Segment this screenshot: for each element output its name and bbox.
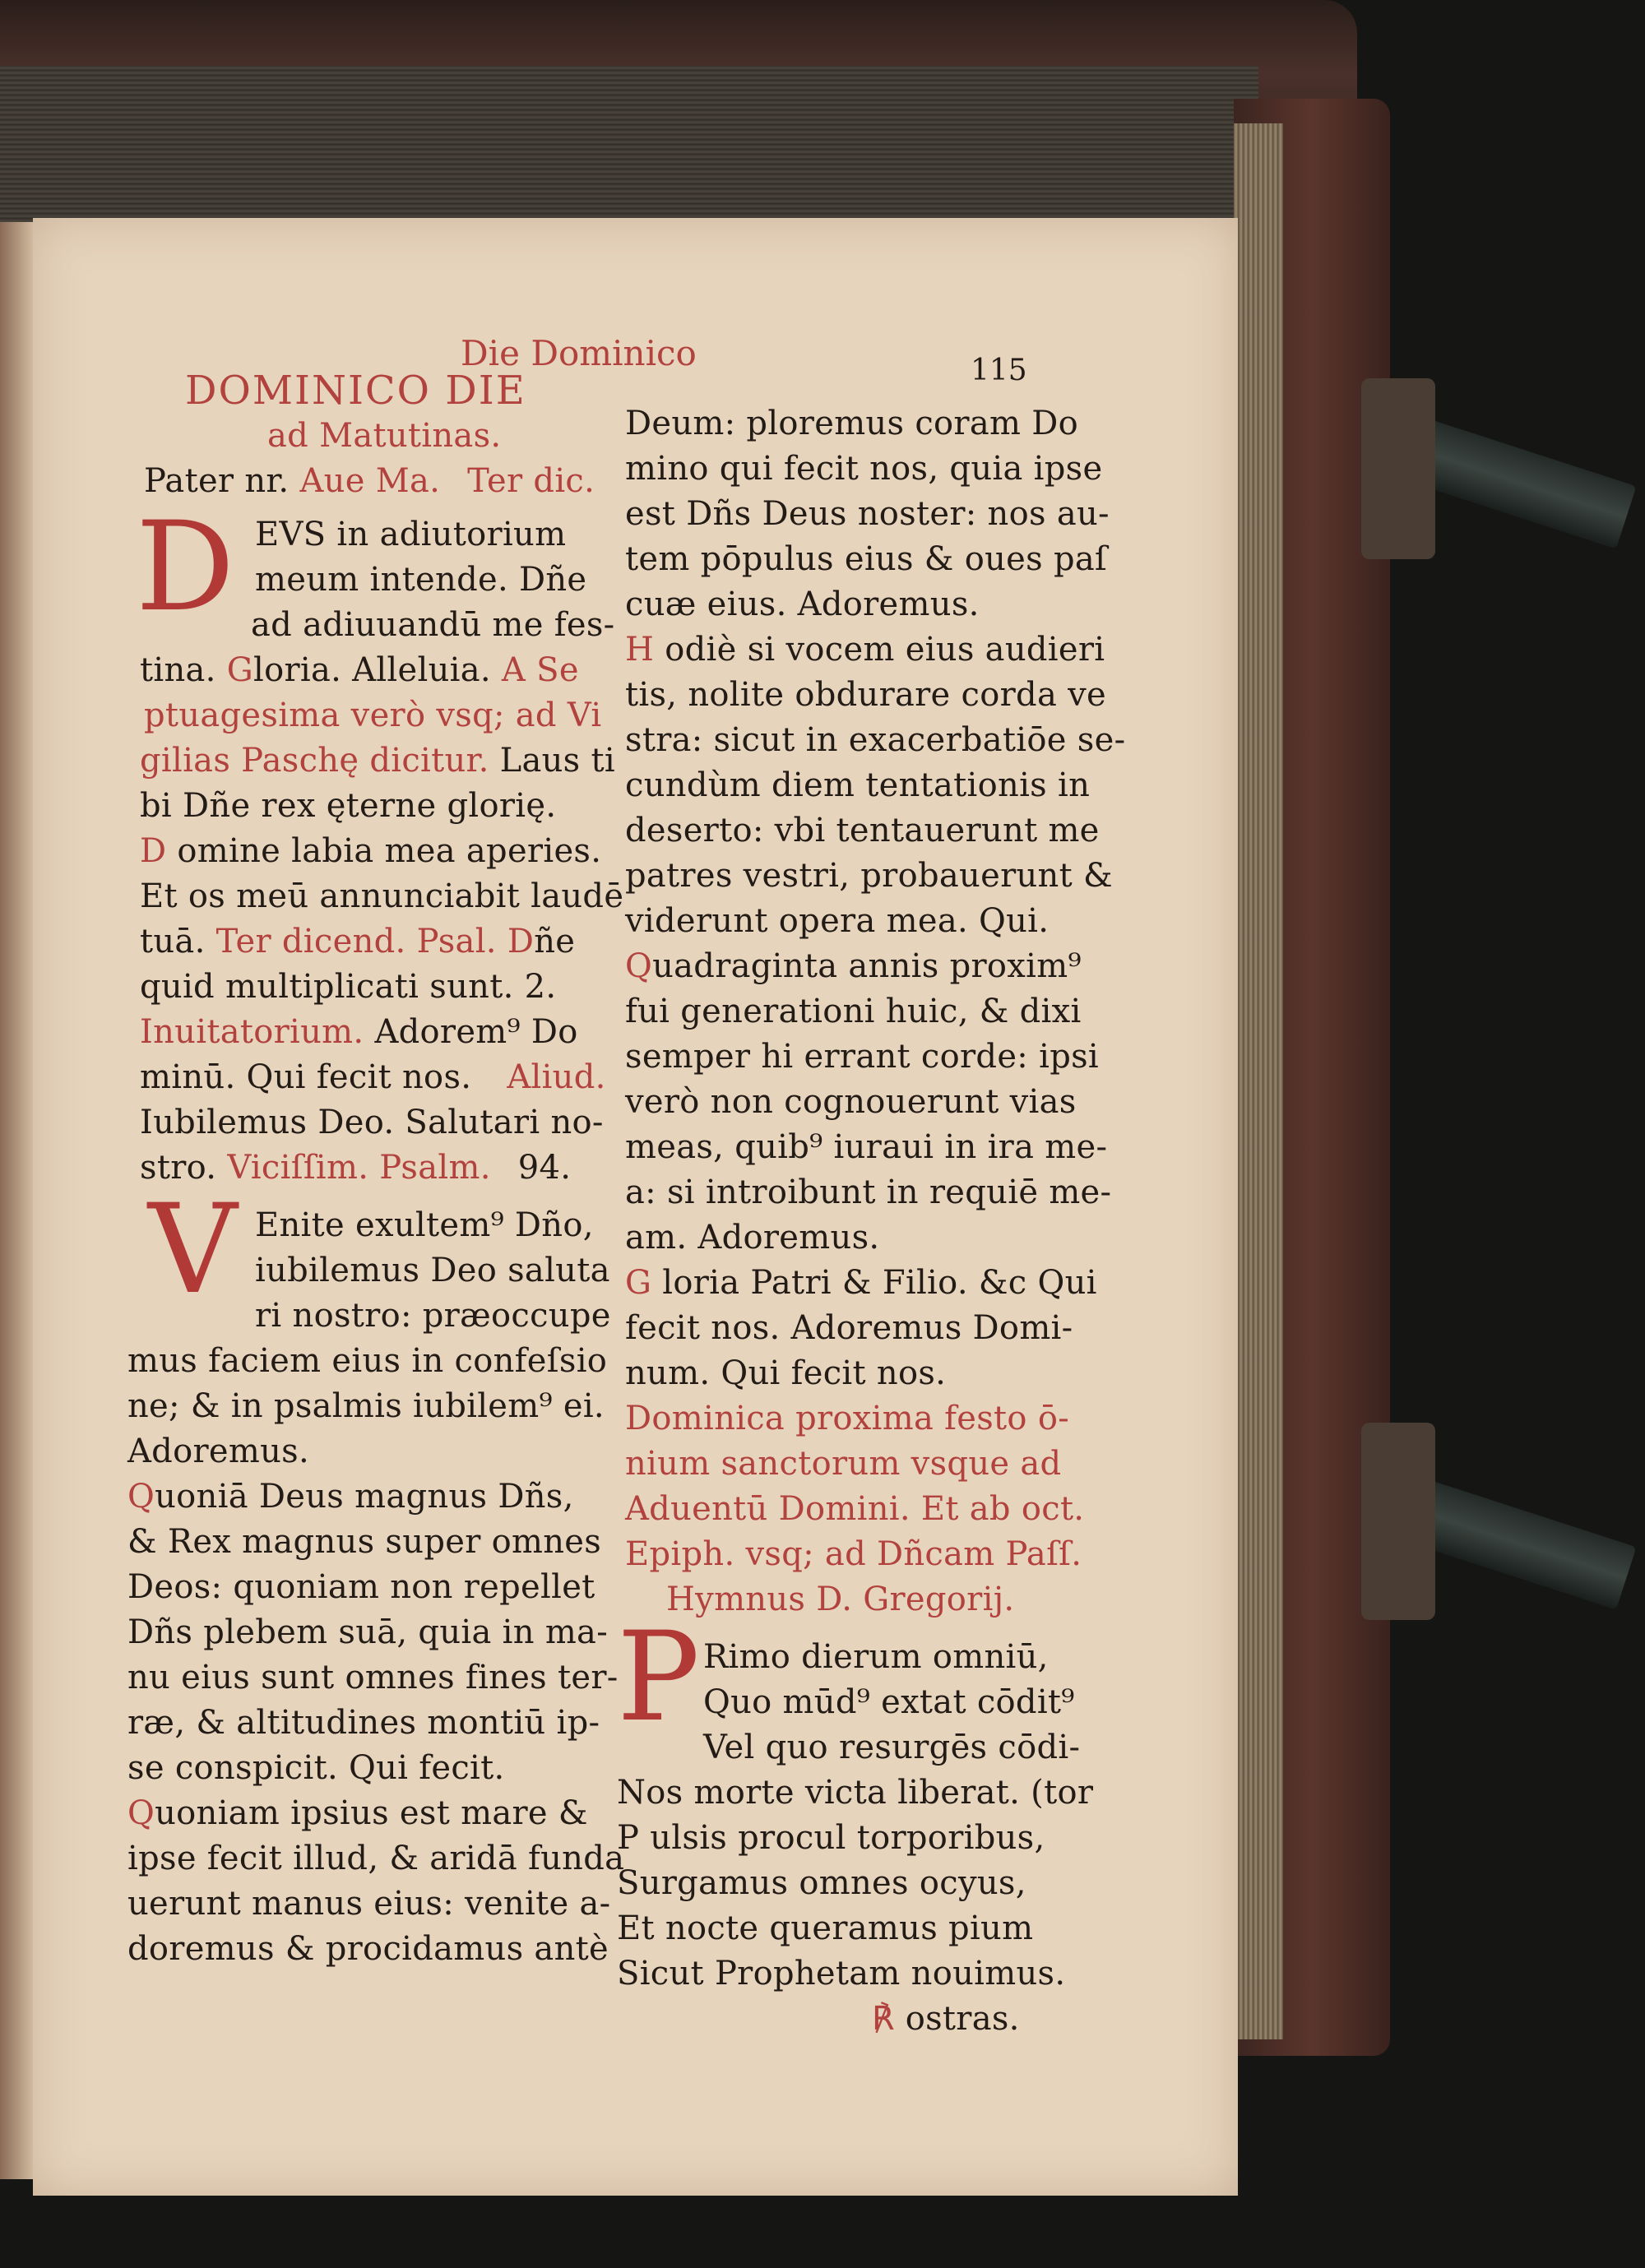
text-line: fui generationi huic, & dixi bbox=[625, 993, 1082, 1030]
text-line: stro. Viciſſim. Psalm. 94. bbox=[140, 1149, 572, 1187]
text-line: Vel quo resurgēs cōdi- bbox=[703, 1729, 1081, 1766]
text-line: quid multiplicati sunt. 2. bbox=[140, 968, 557, 1006]
drop-cap-d: D bbox=[136, 496, 235, 639]
text-line: Enite exultem⁹ Dño, bbox=[255, 1206, 594, 1244]
text-line: G loria Patri & Filio. &c Qui bbox=[625, 1264, 1097, 1302]
text-line: fecit nos. Adoremus Domi- bbox=[625, 1309, 1073, 1347]
text-line: Deum: ploremus coram Do bbox=[625, 405, 1078, 442]
book-page-edges-top bbox=[0, 66, 1258, 230]
text-line: cuæ eius. Adoremus. bbox=[625, 586, 980, 623]
clasp-lower bbox=[1361, 1423, 1435, 1620]
text-line: ipse fecit illud, & aridā funda bbox=[127, 1840, 625, 1877]
clasp-upper bbox=[1361, 378, 1435, 559]
text-line: tuā. Ter dicend. Psal. Dñe bbox=[140, 923, 576, 960]
text-line: Et nocte queramus pium bbox=[617, 1909, 1034, 1947]
text-line: doremus & procidamus antè bbox=[127, 1930, 609, 1968]
text-line: tis, nolite obdurare corda ve bbox=[625, 676, 1106, 714]
text-line: bi Dñe rex ęterne glorię. bbox=[140, 787, 557, 825]
text-line: am. Adoremus. bbox=[625, 1219, 880, 1257]
text-line: ptuagesima verò vsq; ad Vi bbox=[144, 697, 602, 734]
rubric-line: Dominica proxima festo ō- bbox=[625, 1400, 1070, 1437]
rubric-line: Epiph. vsq; ad Dñcam Paſſ. bbox=[625, 1535, 1082, 1573]
text-line: iubilemus Deo saluta bbox=[255, 1252, 610, 1289]
text-line: patres vestri, probauerunt & bbox=[625, 857, 1113, 895]
text-line: Dñs plebem suā, quia in ma- bbox=[127, 1613, 609, 1651]
text-line: gilias Paschę dicitur. Laus ti bbox=[140, 742, 615, 780]
text-line: verò non cognouerunt vias bbox=[625, 1083, 1077, 1121]
drop-cap-p: P bbox=[617, 1606, 700, 1749]
rubric-line: nium sanctorum vsque ad bbox=[625, 1445, 1062, 1483]
text-line: H odiè si vocem eius audieri bbox=[625, 631, 1105, 669]
drop-cap-v: V bbox=[148, 1178, 238, 1321]
text-line: mino qui fecit nos, quia ipse bbox=[625, 450, 1103, 488]
text-line: Quadraginta annis proxim⁹ bbox=[625, 947, 1082, 985]
text-line: meum intende. Dñe bbox=[255, 561, 587, 599]
text-line: se conspicit. Qui fecit. bbox=[127, 1749, 505, 1787]
text-line: ℟ ostras. bbox=[872, 2000, 1020, 2038]
heading-matutinas: ad Matutinas. bbox=[267, 417, 502, 455]
text-line: ræ, & altitudines montiū ip- bbox=[127, 1704, 600, 1742]
text-line: stra: sicut in exacerbatiōe se- bbox=[625, 721, 1126, 759]
text-line: tem pōpulus eius & oues paſ bbox=[625, 540, 1108, 578]
text-line: num. Qui fecit nos. bbox=[625, 1354, 947, 1392]
text-line: viderunt opera mea. Qui. bbox=[625, 902, 1050, 940]
text-line: minū. Qui fecit nos. Aliud. bbox=[140, 1058, 606, 1096]
text-line: Quoniā Deus magnus Dñs, bbox=[127, 1478, 574, 1516]
text-line: Inuitatorium. Adorem⁹ Do bbox=[140, 1013, 578, 1051]
text-line: Et os meū annunciabit laudē bbox=[140, 877, 624, 915]
text-line: Sicut Prophetam nouimus. bbox=[617, 1955, 1066, 1993]
text-line: Quoniam ipsius est mare & bbox=[127, 1794, 588, 1832]
text-line: Surgamus omnes ocyus, bbox=[617, 1864, 1026, 1902]
text-line: cundùm diem tentationis in bbox=[625, 766, 1091, 804]
text-line: Iubilemus Deo. Salutari no- bbox=[140, 1104, 604, 1141]
text-line: meas, quib⁹ iuraui in ira me- bbox=[625, 1128, 1108, 1166]
text-line: ri nostro: præoccupe bbox=[255, 1297, 611, 1335]
text-line: Deos: quoniam non repellet bbox=[127, 1568, 595, 1606]
text-line: ne; & in psalmis iubilem⁹ ei. bbox=[127, 1387, 605, 1425]
rubric-line: Aduentū Domini. Et ab oct. bbox=[625, 1490, 1085, 1528]
book-page-edges-right bbox=[1234, 123, 1283, 2039]
text-line: D omine labia mea aperies. bbox=[140, 832, 602, 870]
text-line: tina. Gloria. Alleluia. A Se bbox=[140, 651, 579, 689]
text-line: Quo mūd⁹ extat cōdit⁹ bbox=[703, 1683, 1075, 1721]
text-line: est Dñs Deus noster: nos au- bbox=[625, 495, 1110, 533]
facing-page-edge bbox=[0, 222, 36, 2179]
text-line: ad adiuuandū me fes- bbox=[251, 606, 615, 644]
text-line: mus faciem eius in confeſsio bbox=[127, 1342, 608, 1380]
text-line: & Rex magnus super omnes bbox=[127, 1523, 602, 1561]
running-title: Die Dominico bbox=[461, 333, 697, 373]
hymn-title: Hymnus D. Gregorij. bbox=[666, 1581, 1015, 1618]
text-line: semper hi errant corde: ipsi bbox=[625, 1038, 1100, 1076]
text-line: EVS in adiutorium bbox=[255, 516, 567, 553]
text-line: deserto: vbi tentauerunt me bbox=[625, 812, 1100, 849]
folio-number: 115 bbox=[971, 354, 1027, 387]
text-line: uerunt manus eius: venite a- bbox=[127, 1885, 611, 1923]
text-line: Nos morte victa liberat. (tor bbox=[617, 1774, 1094, 1812]
text-line: Pater nr. Aue Ma. Ter dic. bbox=[144, 462, 595, 500]
heading-dominico: DOMINICO DIE bbox=[185, 368, 526, 414]
text-line: Adoremus. bbox=[127, 1433, 310, 1470]
text-line: a: si introibunt in requiē me- bbox=[625, 1173, 1112, 1211]
text-line: P ulsis procul torporibus, bbox=[617, 1819, 1045, 1857]
text-line: nu eius sunt omnes fines ter- bbox=[127, 1659, 619, 1696]
book-page bbox=[33, 218, 1238, 2196]
text-line: Rimo dierum omniū, bbox=[703, 1638, 1049, 1676]
